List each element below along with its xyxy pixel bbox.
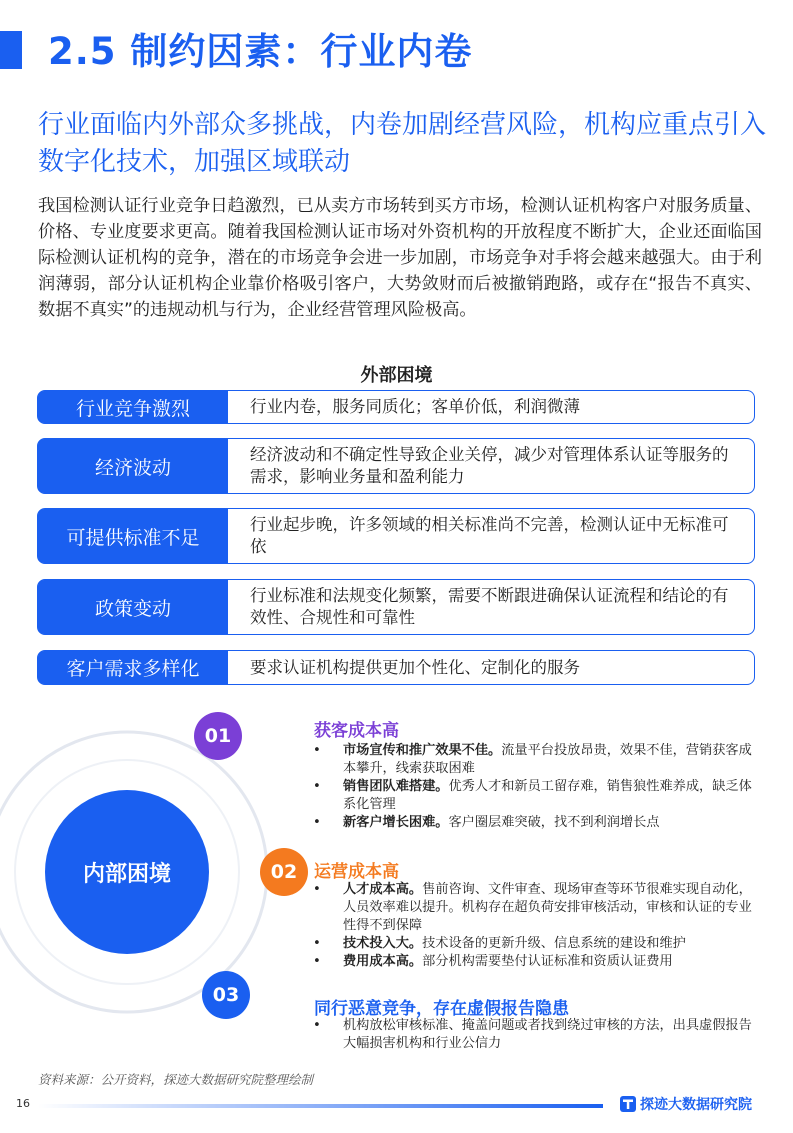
bullet-item xyxy=(313,778,759,814)
external-row-desc: 行业起步晚，许多领域的相关标准尚不完善，检测认证中无标准可依 xyxy=(250,515,729,556)
section-bullet-list xyxy=(313,1017,759,1053)
external-heading: 外部困境 xyxy=(360,365,433,386)
external-row-label: 经济波动 xyxy=(38,439,228,493)
external-row xyxy=(37,650,755,685)
intro-paragraph: 我国检测认证行业竞争日趋激烈，已从卖方市场转到买方市场，检测认证机构客户对服务质量、价格、专业度要求更高。随着我国检测认证市场对外资机构的开放程度不断扩大，企业还面临国际检测认证机构的竞争，潜在的市场竞争会进一步加剧，市场竞争对手将会越来越强大。由于利润薄弱，部分认证机构企业靠价格吸引客户，大势敛财而后被撤销跑路，或存在“报告不真实、数据不真实”的违规动机与行为，企业经营管理风险极高。 xyxy=(38,196,762,320)
section-title: 同行恶意竞争，存在虚假报告隐患 xyxy=(314,999,569,1019)
internal-center-label: 内部困境 xyxy=(82,861,171,887)
external-row xyxy=(37,508,755,564)
footer-divider xyxy=(38,1104,603,1108)
bullet-lead: 费用成本高。 xyxy=(343,954,423,969)
page-subtitle: 行业面临内外部众多挑战，内卷加剧经营风险，机构应重点引入数字化技术，加强区域联动 xyxy=(38,110,767,177)
bullet-text: 优秀人才和新员工留存难，销售狼性难养成，缺乏体系化管理 xyxy=(343,779,752,812)
bullet-lead: 新客户增长困难。 xyxy=(343,815,449,830)
bullet-item xyxy=(313,1017,759,1053)
bullet-lead: 销售团队难搭建。 xyxy=(343,779,449,794)
source-note: 资料来源：公开资料，探迹大数据研究院整理绘制 xyxy=(38,1072,314,1087)
footer-brand-name: 探迹大数据研究院 xyxy=(640,1097,752,1113)
external-row-label: 行业竞争激烈 xyxy=(38,391,228,423)
section-bullet-list xyxy=(313,881,759,971)
external-row-desc: 经济波动和不确定性导致企业关停，减少对管理体系认证等服务的需求，影响业务量和盈利能力 xyxy=(250,445,729,486)
bullet-text: 技术设备的更新升级、信息系统的建设和维护 xyxy=(422,936,686,951)
section-title: 获客成本高 xyxy=(314,721,399,741)
bullet-lead: 人才成本高。 xyxy=(343,882,423,897)
bullet-item xyxy=(313,953,759,971)
external-row-desc: 行业内卷，服务同质化；客单价低，利润微薄 xyxy=(250,397,580,416)
page-title: 2.5 制约因素：行业内卷 xyxy=(48,30,473,73)
bullet-text: 流量平台投放昂贵，效果不佳，营销获客成本攀升，线索获取困难 xyxy=(343,743,752,776)
external-row-label: 可提供标准不足 xyxy=(38,509,228,563)
external-row-label: 政策变动 xyxy=(38,580,228,634)
internal-center-circle xyxy=(45,790,209,954)
external-row-label: 客户需求多样化 xyxy=(38,651,228,684)
external-row xyxy=(37,438,755,494)
bullet-item xyxy=(313,935,759,953)
external-row xyxy=(37,390,755,424)
section-number-badge: 01 xyxy=(194,712,242,760)
external-row-desc: 要求认证机构提供更加个性化、定制化的服务 xyxy=(250,657,580,677)
bullet-lead: 技术投入大。 xyxy=(343,936,423,951)
section-bullet-list xyxy=(313,742,759,832)
bullet-item xyxy=(313,814,759,832)
page-number: 16 xyxy=(16,1097,30,1110)
bullet-text: 机构放松审核标准、掩盖问题或者找到绕过审核的方法，出具虚假报告大幅损害机构和行业公信力 xyxy=(343,1018,752,1051)
footer-brand xyxy=(620,1094,752,1114)
section-title: 运营成本高 xyxy=(314,862,399,882)
section-number-badge: 03 xyxy=(202,971,250,1019)
bullet-text: 客户圈层难突破，找不到利润增长点 xyxy=(448,815,660,830)
title-accent-bar xyxy=(0,31,22,69)
external-row xyxy=(37,579,755,635)
external-row-desc: 行业标准和法规变化频繁，需要不断跟进确保认证流程和结论的有效性、合规性和可靠性 xyxy=(250,586,729,627)
brand-logo-icon xyxy=(620,1096,636,1112)
bullet-text: 售前咨询、文件审查、现场审查等环节很难实现自动化，人员效率难以提升。机构存在超负荷安排审核活动，审核和认证的专业性得不到保障 xyxy=(343,882,752,933)
section-number-badge: 02 xyxy=(260,848,308,896)
bullet-text: 部分机构需要垫付认证标准和资质认证费用 xyxy=(422,954,673,969)
bullet-item xyxy=(313,742,759,778)
bullet-item xyxy=(313,881,759,935)
bullet-lead: 市场宣传和推广效果不佳。 xyxy=(343,743,502,758)
